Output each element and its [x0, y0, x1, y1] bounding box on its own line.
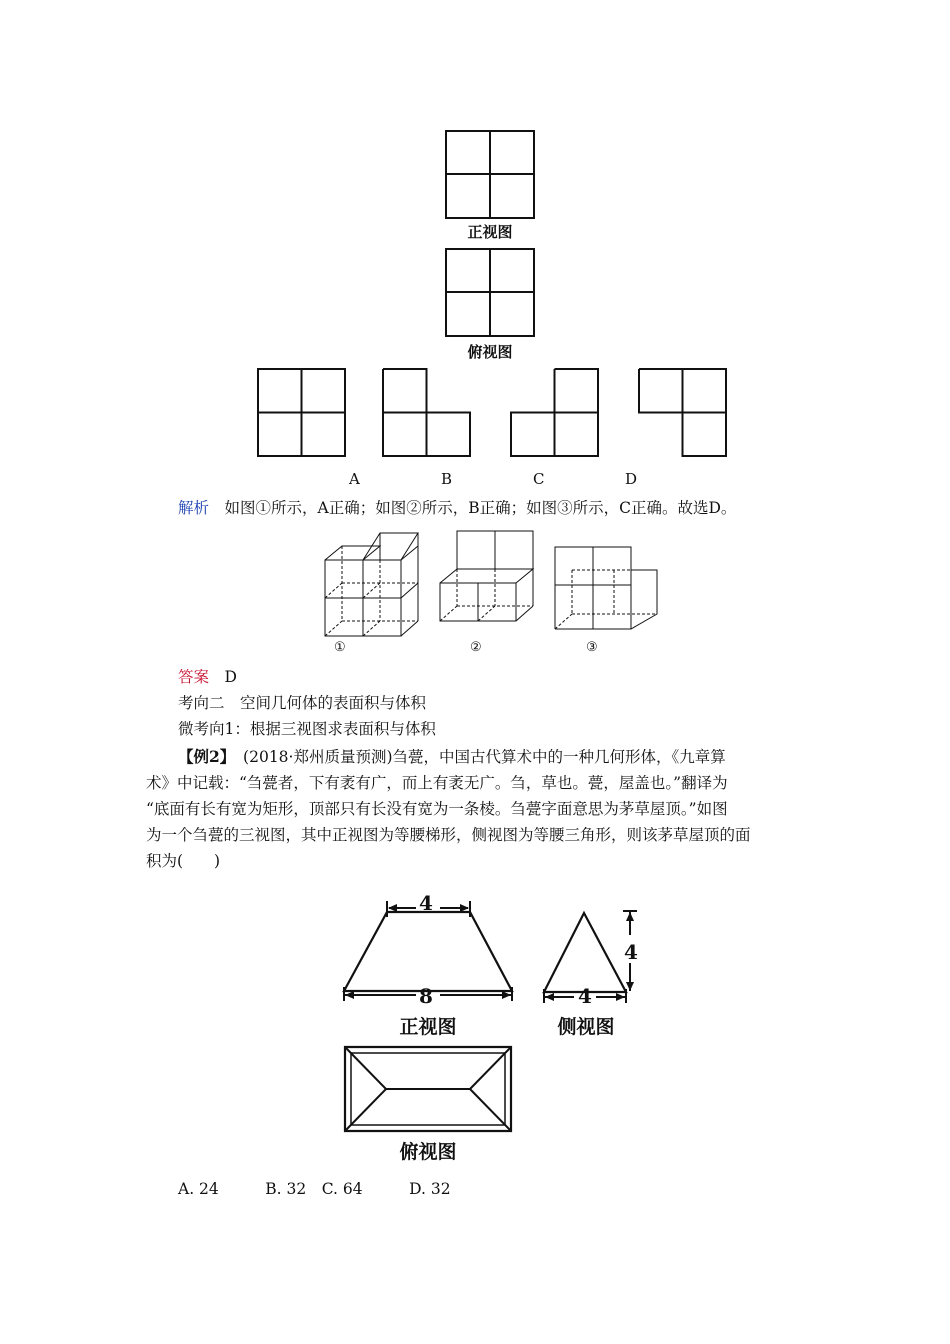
- option-d-figure: [639, 369, 727, 457]
- example-line-1: [178, 746, 726, 768]
- answer-value: D: [224, 668, 237, 686]
- rectangle-top-view: [343, 1045, 513, 1133]
- example-line-4: 为一个刍甍的三视图，其中正视图为等腰梯形，侧视图为等腰三角形，则该茅草屋顶的面: [146, 826, 751, 844]
- example-line-3: “底面有长有宽为矩形，顶部只有长没有宽为一条棱。刍甍字面意思为茅草屋顶。”如图: [146, 800, 728, 818]
- cube-figure-3-label: ③: [586, 640, 598, 655]
- section-subheading: 微考向1：根据三视图求表面积与体积: [178, 720, 436, 738]
- cube-figure-3: [552, 544, 662, 640]
- side-height-length: 4: [624, 940, 638, 964]
- analysis-text: 如图①所示，A正确；如图②所示，B正确；如图③所示，C正确。故选D。: [224, 499, 737, 517]
- top-view-caption: 俯视图: [467, 343, 513, 361]
- example-tag: 【例2】: [178, 747, 228, 766]
- option-c-label: C: [533, 470, 545, 488]
- front-view-caption: 正视图: [467, 223, 513, 241]
- example-line-5: 积为( ): [146, 852, 221, 870]
- example-text-1: (2018·郑州质量预测)刍甍，中国古代算术中的一种几何形体，《九章算: [227, 748, 726, 766]
- cube-figure-1: [322, 530, 422, 640]
- option-d-label: D: [625, 470, 638, 488]
- option-b-label: B: [441, 470, 453, 488]
- option-c-figure: [511, 369, 599, 457]
- top-view-grid: [446, 249, 534, 337]
- answer-label: 答案: [178, 668, 210, 686]
- top-view-caption-2: 俯视图: [399, 1141, 457, 1163]
- front-top-length: 4: [419, 891, 433, 915]
- option-b-figure: [383, 369, 471, 457]
- option-a-figure: [258, 369, 346, 457]
- answer-line: [178, 666, 237, 688]
- cube-figure-2: [437, 528, 537, 640]
- front-view-grid: [446, 131, 534, 219]
- front-bottom-length: 8: [419, 984, 433, 1008]
- example-line-2: 术》中记载：“刍甍者，下有袤有广，而上有袤无广。刍，草也。甍，屋盖也。”翻译为: [146, 774, 728, 792]
- option-a-label: A: [349, 470, 360, 488]
- cube-figure-1-label: ①: [334, 640, 346, 655]
- side-view-caption: 侧视图: [557, 1016, 615, 1038]
- side-base-length: 4: [578, 984, 592, 1008]
- front-view-caption-2: 正视图: [399, 1016, 457, 1038]
- analysis-line: [178, 497, 736, 519]
- answer-choices: A. 24 B. 32 C. 64 D. 32: [178, 1180, 451, 1198]
- cube-figure-2-label: ②: [470, 640, 482, 655]
- section-heading: 考向二 空间几何体的表面积与体积: [178, 694, 427, 712]
- analysis-label: 解析: [178, 499, 210, 517]
